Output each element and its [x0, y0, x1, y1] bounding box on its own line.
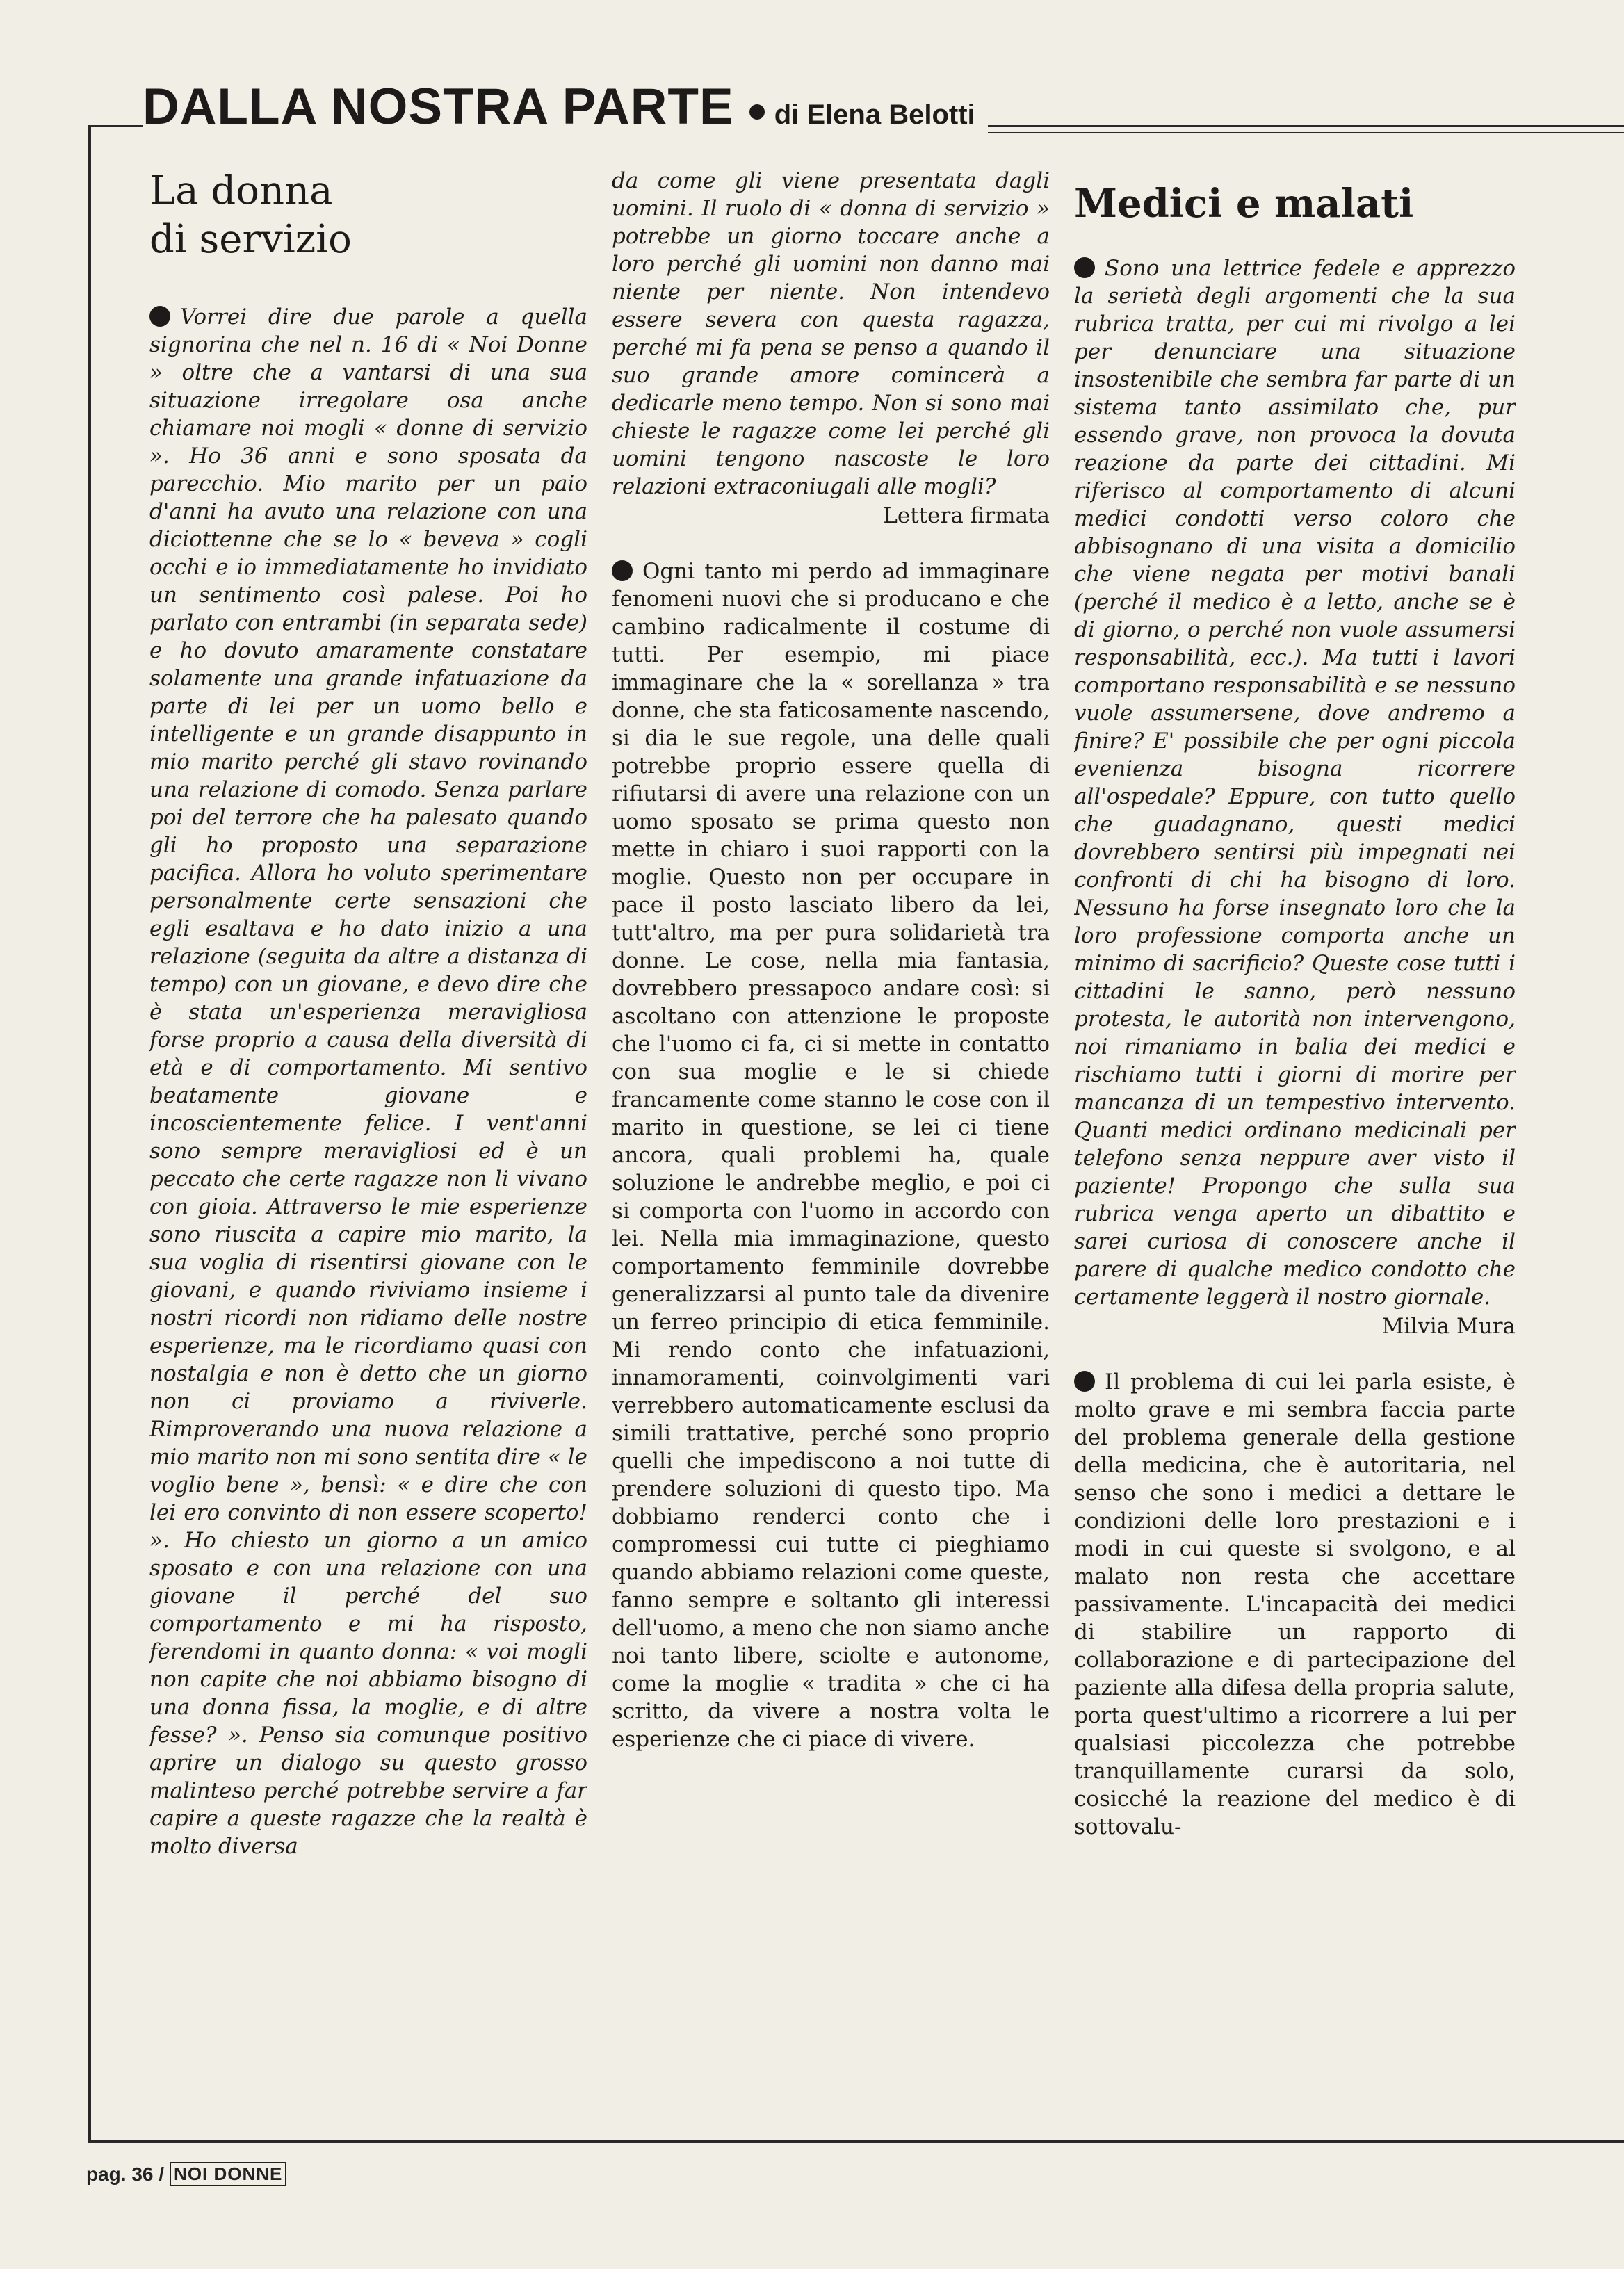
bullet-icon: [749, 104, 765, 120]
bullet-icon: [149, 306, 170, 327]
letter-text: Vorrei dire due parole a quella signorina che nel n. 16 di « Noi Donne » oltre che a vantarsi di una sua situazione irregolare osa anche chiamare noi mogli « donne di servizio ». Ho 36 anni e sono sposata da parecchio. Mio marito per un paio d'anni ha avuto una relazione con una diciottenne che se lo « beveva » cogli occhi e io immediatamente ho invidiato un sentimento così palese. Poi ho parlato con entrambi (in separata sede) e ho dovuto amaramente constatare solamente una grande infatuazione da parte di lei per un uomo bello e intelligente e un grande disappunto in mio marito perché gli stavo rovinando una relazione di comodo. Senza parlare poi del terrore che ha palesato quando gli ho proposto una separazione pacifica. Allora ho voluto sperimentare personalmente certe sensazioni che egli esaltava e ho dato inizio a una relazione (seguita da altre a distanza di tempo) con un giovane, e devo dire che è stata un'esperienza meravigliosa forse proprio a causa della diversità di età e di comportamento. Mi sentivo beatamente giovane e incoscientemente felice. I vent'anni sono sempre meravigliosi ed è un peccato che certe ragazze non li vivano con gioia. Attraverso le mie esperienze sono riuscita a capire mio marito, la sua voglia di risentirsi giovane con le giovani, e quando riviviamo insieme i nostri ricordi non ridiamo delle nostre esperienze, ma le ricordiamo quasi con nostalgia e non è detto che un giorno non ci proviamo a riviverle. Rimproverando una nuova relazione a mio marito non mi sono sentita dire « le voglio bene », bensì: « e dire che con lei ero convinto di non essere scoperto! ». Ho chiesto un giorno a un amico sposato e con una relazione con una giovane il perché del suo comportamento e mi ha risposto, ferendomi in quanto donna: « voi mogli non capite che noi abbiamo bisogno di una donna fissa, la moglie, e di altre fesse? ». Penso sia comunque positivo aprire un dialogo su questo grosso malinteso perché potrebbe servire a far capire a queste ragazze che la realtà è molto diversa: [149, 304, 587, 1859]
letter-text: Sono una lettrice fedele e apprezzo la serietà degli argomenti che la sua rubrica tratta, per cui mi rivolgo a lei per denunciare una situazione insostenibile che sembra far parte di un sistema tanto assimilato che, pur essendo grave, non provoca la dovuta reazione da parte dei cittadini. Mi riferisco al comportamento di alcuni medici condotti verso coloro che abbisognano di una visita a domicilio che viene negata per motivi banali (perché il medico è a letto, anche se è di giorno, o perché non vuole assumersi responsabilità, ecc.). Ma tutti i lavori comportano responsabilità e se nessuno vuole assumersene, dove andremo a finire? E' possibile che per ogni piccola evenienza bisogna ricorrere all'ospedale? Eppure, con tutto quello che guadagnano, questi medici dovrebbero sentirsi più impegnati nei confronti di chi ha bisogno di loro. Nessuno ha forse insegnato loro che la loro professione comporta anche un minimo di sacrificio? Queste cose tutti i cittadini le sanno, però nessuno protesta, le autorità non intervengono, noi rimaniamo in balia dei medici e rischiamo tutti i giorni di morire per mancanza di un tempestivo intervento. Quanti medici ordinano medicinali per telefono senza neppure aver visto il paziente! Propongo che sulla sua rubrica venga aperto un dibattito e sarei curiosa di conoscere anche il parere di qualche medico condotto che certamente leggerà il nostro giornale.: [1074, 256, 1516, 1310]
reply-text: Il problema di cui lei parla esiste, è molto grave e mi sembra faccia parte del problema generale della gestione della medicina, che è autoritaria, nel senso che sono i medici a dettare le condizioni delle loro prestazioni e i modi in cui queste si svolgono, e al malato non resta che accettare passivamente. L'incapacità dei medici di stabilire un rapporto di collaborazione e di partecipazione del paziente alla difesa della propria salute, porta quest'ultimo a ricorrere a lui per qualsiasi piccolezza che potrebbe tranquillamente curarsi da solo, cosicché la reazione del medico è di sottovalu-: [1074, 1369, 1516, 1839]
page-number: pag. 36 /: [86, 2163, 165, 2185]
letter-paragraph: [1074, 254, 1516, 1311]
bullet-icon: [1074, 1371, 1095, 1392]
letter-continuation: da come gli viene presentata dagli uomini. Il ruolo di « donna di servizio » potrebbe un giorno toccare anche a loro perché gli uomini non danno mai niente per niente. Non intendevo essere severa con questa ragazza, perché mi fa pena se penso a quando il suo grande amore comincerà a dedicarle meno tempo. Non si sono mai chieste le ragazze come lei perché gli uomini tengono nascoste le loro relazioni extraconiugali alle mogli?: [612, 168, 1050, 499]
bullet-icon: [612, 560, 633, 581]
letter-signature: Milvia Mura: [1381, 1314, 1516, 1339]
reply-paragraph: [612, 558, 1050, 1753]
frame-left-rule: [88, 125, 91, 2142]
magazine-logo: NOI DONNE: [170, 2162, 286, 2186]
byline: di Elena Belotti: [774, 99, 975, 130]
title-line-1: La donna: [149, 168, 333, 213]
article-column-1: [149, 167, 587, 1860]
article-column-2: [612, 167, 1050, 1753]
frame-top-rule-double: [977, 132, 1624, 133]
reply-text: Ogni tanto mi perdo ad immaginare fenomeni nuovi che si producano e che cambino radicalmente il costume di tutti. Per esempio, mi piace immaginare che la « sorellanza » tra donne, che sta faticosamente nascendo, si dia le sue regole, una delle quali potrebbe proprio essere quella di rifiutarsi di avere una relazione con un uomo sposato se prima questo non mette in chiaro i suoi rapporti con la moglie. Questo non per occupare in pace il posto lasciato libero da lei, tutt'altro, ma per pura solidarietà tra donne. Le cose, nella mia fantasia, dovrebbero pressapoco andare così: si ascoltano con attenzione le proposte che l'uomo ci fa, ci si mette in contatto con sua moglie e le si chiede francamente come stanno le cose con il marito in questione, se lei ci tiene ancora, quali problemi ha, quale soluzione le andrebbe meglio, e poi ci si comporta con l'uomo in accordo con lei. Nella mia immaginazione, questo comportamento femminile dovrebbe generalizzarsi al punto tale da divenire un ferreo principio di etica femminile. Mi rendo conto che infatuazioni, innamoramenti, coinvolgimenti vari verrebbero automaticamente esclusi da simili trattative, perché sono proprio quelli che impediscono a noi tutte di prendere soluzioni di questo tipo. Ma dobbiamo renderci conto che i compromessi cui tutte ci pieghiamo quando abbiamo relazioni come queste, fanno sempre e soltanto gli interessi dell'uomo, a meno che non siamo anche noi tanto libere, sciolte e autonome, come la moglie « tradita » che ci ha scritto, da vivere a nostra volta le esperienze che ci piace di vivere.: [612, 559, 1050, 1752]
letter-paragraph: [149, 303, 587, 1860]
column-header: [143, 78, 988, 140]
article-title-donna-di-servizio: [149, 167, 587, 264]
article-column-3: [1074, 167, 1516, 1841]
letter-signature: Lettera firmata: [883, 503, 1050, 528]
page-footer: [86, 2162, 286, 2186]
bullet-icon: [1074, 257, 1095, 278]
frame-bottom-rule: [88, 2140, 1624, 2143]
article-title-medici-e-malati: Medici e malati: [1074, 181, 1414, 227]
rubric-title: DALLA NOSTRA PARTE: [143, 79, 734, 135]
title-line-2: di servizio: [149, 217, 352, 262]
reply-paragraph: [1074, 1368, 1516, 1841]
